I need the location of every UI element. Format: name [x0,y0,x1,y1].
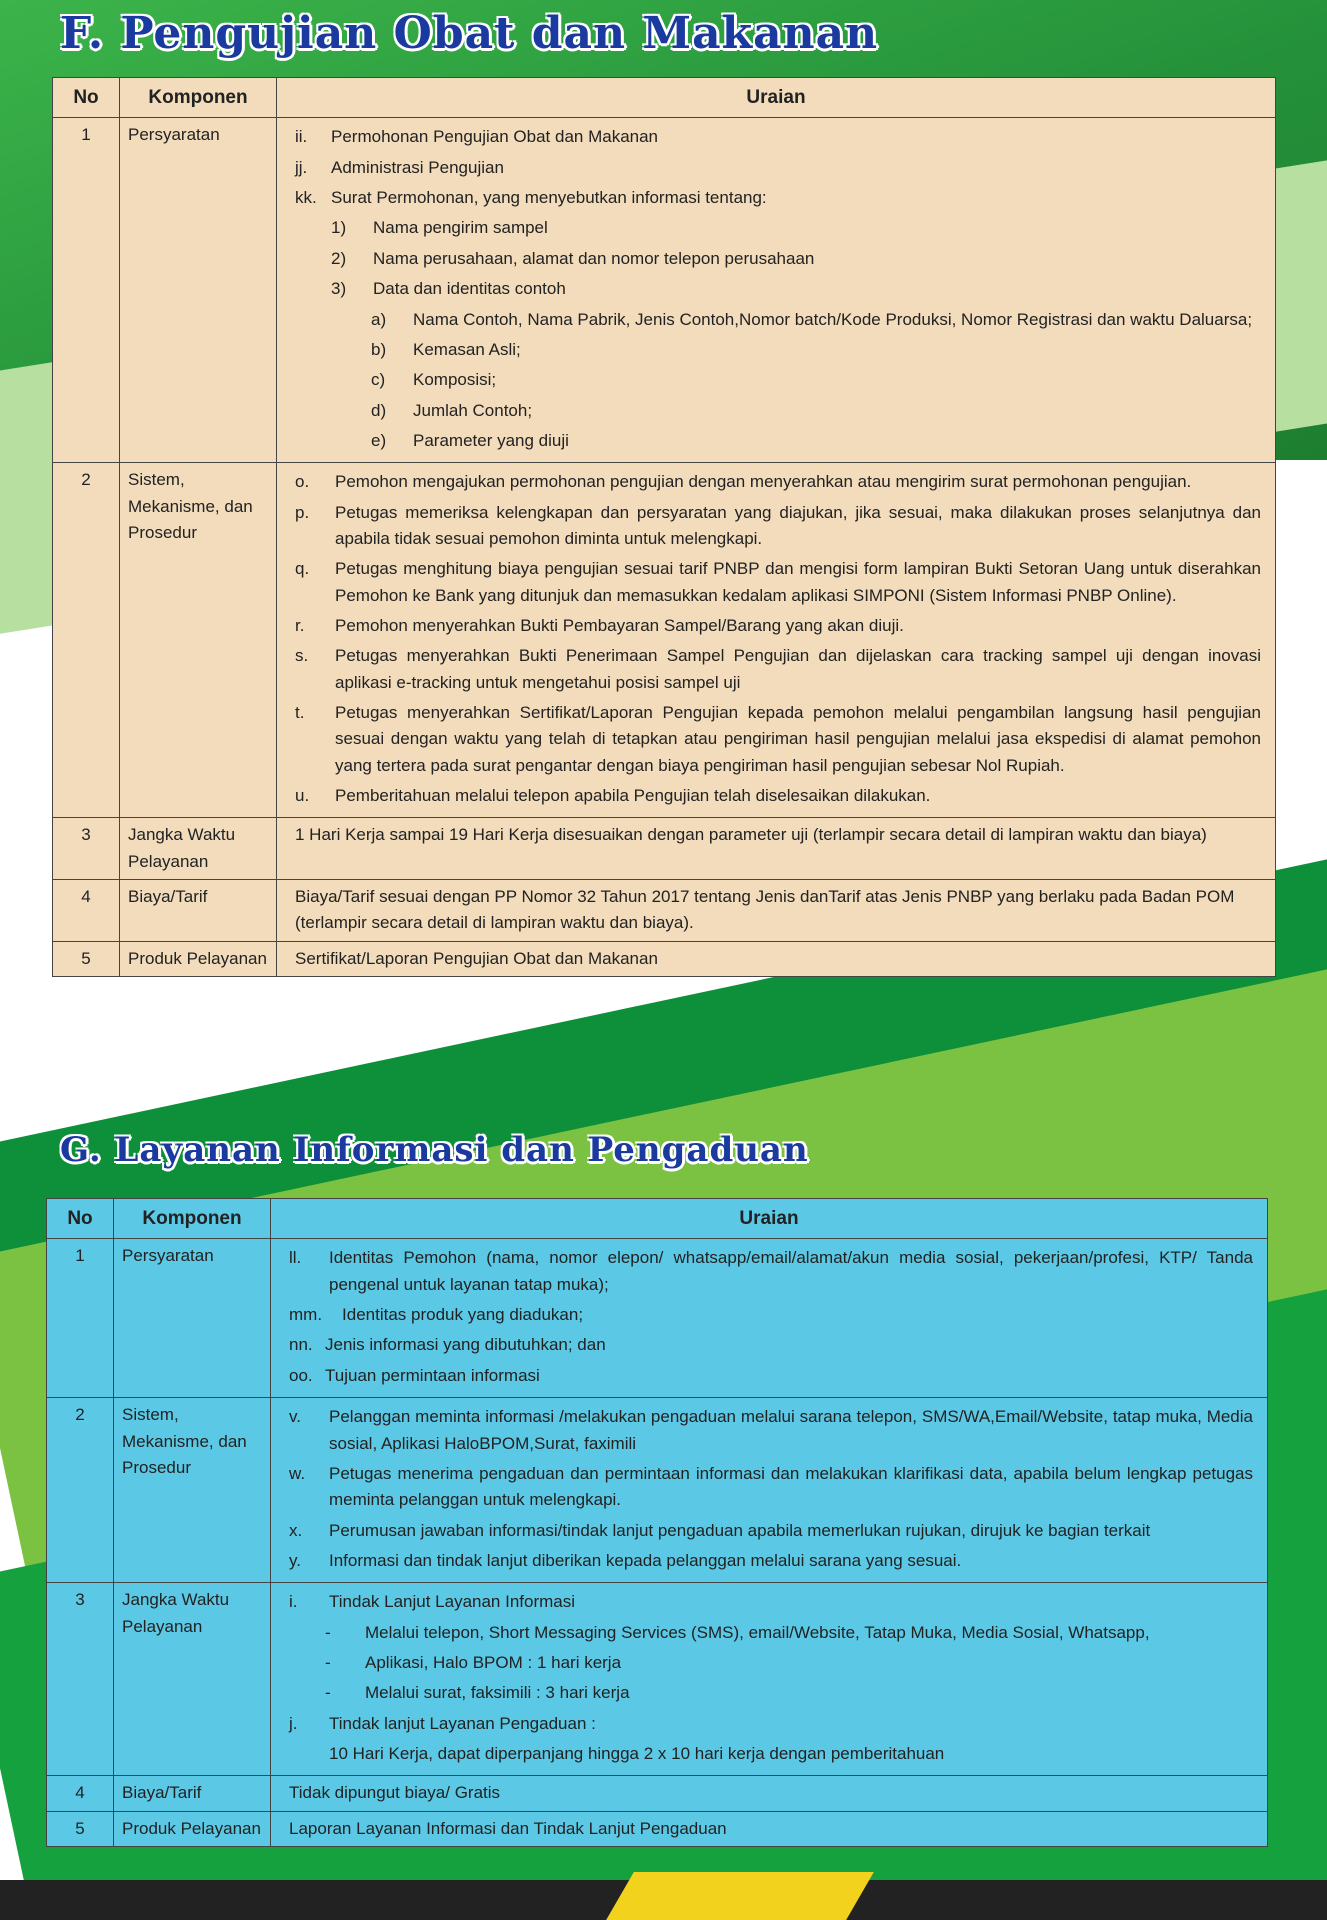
list-item [295,215,1261,241]
item-text: Petugas memeriksa kelengkapan dan persyaratan yang diajukan, jika sesuai, maka dilakukan proses selanjutnya dan apabila tidak sesuai pemohon diminta untuk melengkapi. [335,502,1261,548]
item-label: y. [289,1550,301,1570]
item-text: Petugas menerima pengaduan dan permintaan informasi dan melakukan klarifikasi data, apabila belum lengkap petugas meminta pelanggan untuk melengkapi. [329,1463,1253,1510]
list-item [295,398,1261,424]
item-text: Administrasi Pengujian [331,157,504,177]
item-label: x. [289,1520,303,1540]
table-row [47,1776,1268,1811]
bottom-yellow-accent [606,1872,874,1920]
table-row [53,818,1276,880]
row-number: 5 [53,941,120,976]
item-text: Kemasan Asli; [413,339,521,359]
row-komponen: Sistem, Mekanisme, dan Prosedur [114,1398,271,1583]
item-text: Melalui surat, faksimili : 3 hari kerja [365,1683,630,1703]
list-item [289,1680,1253,1706]
list-item [289,1650,1253,1676]
item-text: Nama pengirim sampel [373,218,548,238]
item-label: nn. [289,1335,313,1355]
list-item [295,246,1261,272]
item-label: ii. [295,127,308,147]
table-row [53,463,1276,818]
row-uraian: Sertifikat/Laporan Pengujian Obat dan Makanan [277,941,1276,976]
row-number: 3 [53,818,120,880]
item-text: 10 Hari Kerja, dapat diperpanjang hingga 2 x 10 hari kerja dengan pemberitahuan [329,1743,945,1763]
table-row [47,1239,1268,1398]
list-item [295,185,1261,211]
item-text: Parameter yang diuji [413,430,569,450]
list-item [289,1461,1253,1514]
item-label: d) [371,400,387,420]
item-text: Informasi dan tindak lanjut diberikan kepada pelanggan melalui sarana yang sesuai. [329,1550,962,1570]
item-text: Aplikasi, Halo BPOM : 1 hari kerja [365,1652,622,1672]
item-text: Pemohon menyerahkan Bukti Pembayaran Sampel/Barang yang akan diuji. [335,615,904,635]
list-item [289,1245,1253,1298]
list-item [295,700,1261,779]
table-row [53,880,1276,942]
list-item [295,783,1261,809]
item-label: b) [371,339,387,359]
row-komponen: Sistem, Mekanisme, dan Prosedur [120,463,277,818]
item-label: o. [295,472,310,492]
header-uraian: Uraian [271,1199,1268,1239]
section-f-table [52,77,1276,977]
item-label: p. [295,502,310,522]
list-item [295,556,1261,609]
list-item [289,1518,1253,1544]
row-komponen: Jangka Waktu Pelayanan [120,818,277,880]
table-row [53,941,1276,976]
item-text: Identitas produk yang diadukan; [342,1305,584,1325]
item-label [289,1741,319,1767]
item-label: q. [295,559,310,579]
item-label: 3) [331,279,347,299]
section-g-title: G. Layanan Informasi dan Pengaduan [60,1130,809,1170]
item-label: jj. [295,157,308,177]
item-label: a) [371,309,387,329]
row-uraian [271,1398,1268,1583]
item-label: c) [371,370,386,390]
item-label: s. [295,646,309,666]
item-label: ll. [289,1248,302,1268]
list-item [289,1711,1253,1737]
item-label: kk. [295,188,317,208]
section-g-table [46,1198,1268,1847]
row-number: 4 [53,880,120,942]
item-label: oo. [289,1365,313,1385]
row-komponen: Persyaratan [120,118,277,463]
list-item [295,307,1261,333]
item-label: - [325,1683,331,1703]
row-komponen: Persyaratan [114,1239,271,1398]
row-number: 1 [53,118,120,463]
item-label: w. [289,1463,306,1483]
list-item [289,1741,1253,1767]
list-item [289,1548,1253,1574]
header-komponen: Komponen [120,78,277,118]
item-text: Pelanggan meminta informasi /melakukan pengaduan melalui sarana telepon, SMS/WA,Email/Website, tatap muka, Media sosial, Aplikasi HaloBPOM,Surat, faximili [329,1407,1253,1453]
section-f-title: F. Pengujian Obat dan Makanan [60,8,879,59]
table-row [47,1811,1268,1846]
row-uraian [277,118,1276,463]
item-text: Tindak Lanjut Layanan Informasi [329,1592,576,1612]
table-row [47,1398,1268,1583]
list-item [295,124,1261,150]
item-text: Perumusan jawaban informasi/tindak lanjut pengaduan apabila memerlukan rujukan, dirujuk ke bagian terkait [329,1520,1151,1540]
row-komponen: Produk Pelayanan [120,941,277,976]
item-text: Petugas menghitung biaya pengujian sesuai tarif PNBP dan mengisi form lampiran Bukti Setoran Uang untuk diserahkan Pemohon ke Bank yang ditunjuk dan memasukkan kedalam aplikasi SIMPONI (Sistem Informasi PNBP Online). [335,559,1261,605]
table-header-row [53,78,1276,118]
row-number: 1 [47,1239,114,1398]
item-label: e) [371,430,387,450]
table-row [53,118,1276,463]
row-komponen: Produk Pelayanan [114,1811,271,1846]
row-uraian [271,1239,1268,1398]
row-number: 2 [47,1398,114,1583]
list-item [295,428,1261,454]
list-item [295,155,1261,181]
list-item [295,276,1261,302]
row-komponen: Jangka Waktu Pelayanan [114,1583,271,1776]
list-item [289,1332,1253,1358]
item-text: Identitas Pemohon (nama, nomor elepon/ whatsapp/email/alamat/akun media sosial, pekerjaan/profesi, KTP/ Tanda pengenal untuk layanan tatap muka); [329,1248,1253,1294]
item-text: Melalui telepon, Short Messaging Services (SMS), email/Website, Tatap Muka, Media Sosial, Whatsapp, [365,1622,1150,1642]
item-label: r. [295,615,305,635]
list-item [289,1589,1253,1615]
item-text: Surat Permohonan, yang menyebutkan informasi tentang: [331,188,767,208]
item-label: t. [295,702,305,722]
item-label: 2) [331,248,347,268]
row-uraian: Tidak dipungut biaya/ Gratis [271,1776,1268,1811]
row-uraian: 1 Hari Kerja sampai 19 Hari Kerja disesuaikan dengan parameter uji (terlampir secara detail di lampiran waktu dan biaya) [277,818,1276,880]
item-text: Tujuan permintaan informasi [325,1365,540,1385]
row-uraian [277,463,1276,818]
item-text: Jumlah Contoh; [413,400,533,420]
item-label: - [325,1622,331,1642]
item-text: Tindak lanjut Layanan Pengaduan : [329,1713,596,1733]
table-header-row [47,1199,1268,1239]
row-komponen: Biaya/Tarif [120,880,277,942]
item-label: - [325,1652,331,1672]
list-item [295,613,1261,639]
item-label: mm. [289,1305,323,1325]
row-uraian: Biaya/Tarif sesuai dengan PP Nomor 32 Tahun 2017 tentang Jenis danTarif atas Jenis PNBP yang berlaku pada Badan POM (terlampir secara detail di lampiran waktu dan biaya). [277,880,1276,942]
item-text: Komposisi; [413,370,497,390]
list-item [295,643,1261,696]
list-item [289,1620,1253,1646]
item-text: Nama perusahaan, alamat dan nomor telepon perusahaan [373,248,815,268]
header-komponen: Komponen [114,1199,271,1239]
item-label: u. [295,786,310,805]
list-item [295,469,1261,495]
item-label: j. [289,1713,298,1733]
header-no: No [47,1199,114,1239]
row-uraian: Laporan Layanan Informasi dan Tindak Lanjut Pengaduan [271,1811,1268,1846]
item-text: Nama Contoh, Nama Pabrik, Jenis Contoh,Nomor batch/Kode Produksi, Nomor Registrasi dan waktu Daluarsa; [413,309,1253,329]
item-text: Pemberitahuan melalui telepon apabila Pengujian telah diselesaikan dilakukan. [335,786,931,805]
list-item [295,337,1261,363]
list-item [289,1302,1253,1328]
row-number: 3 [47,1583,114,1776]
row-number: 4 [47,1776,114,1811]
item-text: Petugas menyerahkan Sertifikat/Laporan Pengujian kepada pemohon melalui pengambilan langsung hasil pengujian sesuai dengan waktu yang telah di tetapkan atau pengiriman hasil pengujian melalui jasa ekspedisi di alamat pemohon yang tertera pada surat pengantar dengan biaya pengiriman hasil pengujian sebesar Nol Rupiah. [335,702,1261,775]
row-uraian [271,1583,1268,1776]
item-label: v. [289,1407,301,1427]
header-no: No [53,78,120,118]
item-text: Permohonan Pengujian Obat dan Makanan [331,127,659,147]
item-text: Data dan identitas contoh [373,279,566,299]
table-row [47,1583,1268,1776]
list-item [289,1363,1253,1389]
item-text: Jenis informasi yang dibutuhkan; dan [325,1335,606,1355]
item-text: Petugas menyerahkan Bukti Penerimaan Sampel Pengujian dan dijelaskan cara tracking sampel uji dengan inovasi aplikasi e-tracking untuk mengetahui posisi sampel uji [335,646,1261,692]
list-item [295,500,1261,553]
list-item [289,1404,1253,1457]
header-uraian: Uraian [277,78,1276,118]
item-label: i. [289,1592,298,1612]
list-item [295,367,1261,393]
item-label: 1) [331,218,347,238]
row-number: 2 [53,463,120,818]
row-number: 5 [47,1811,114,1846]
item-text: Pemohon mengajukan permohonan pengujian dengan menyerahkan atau mengirim surat permohonan pengujian. [335,472,1192,492]
row-komponen: Biaya/Tarif [114,1776,271,1811]
